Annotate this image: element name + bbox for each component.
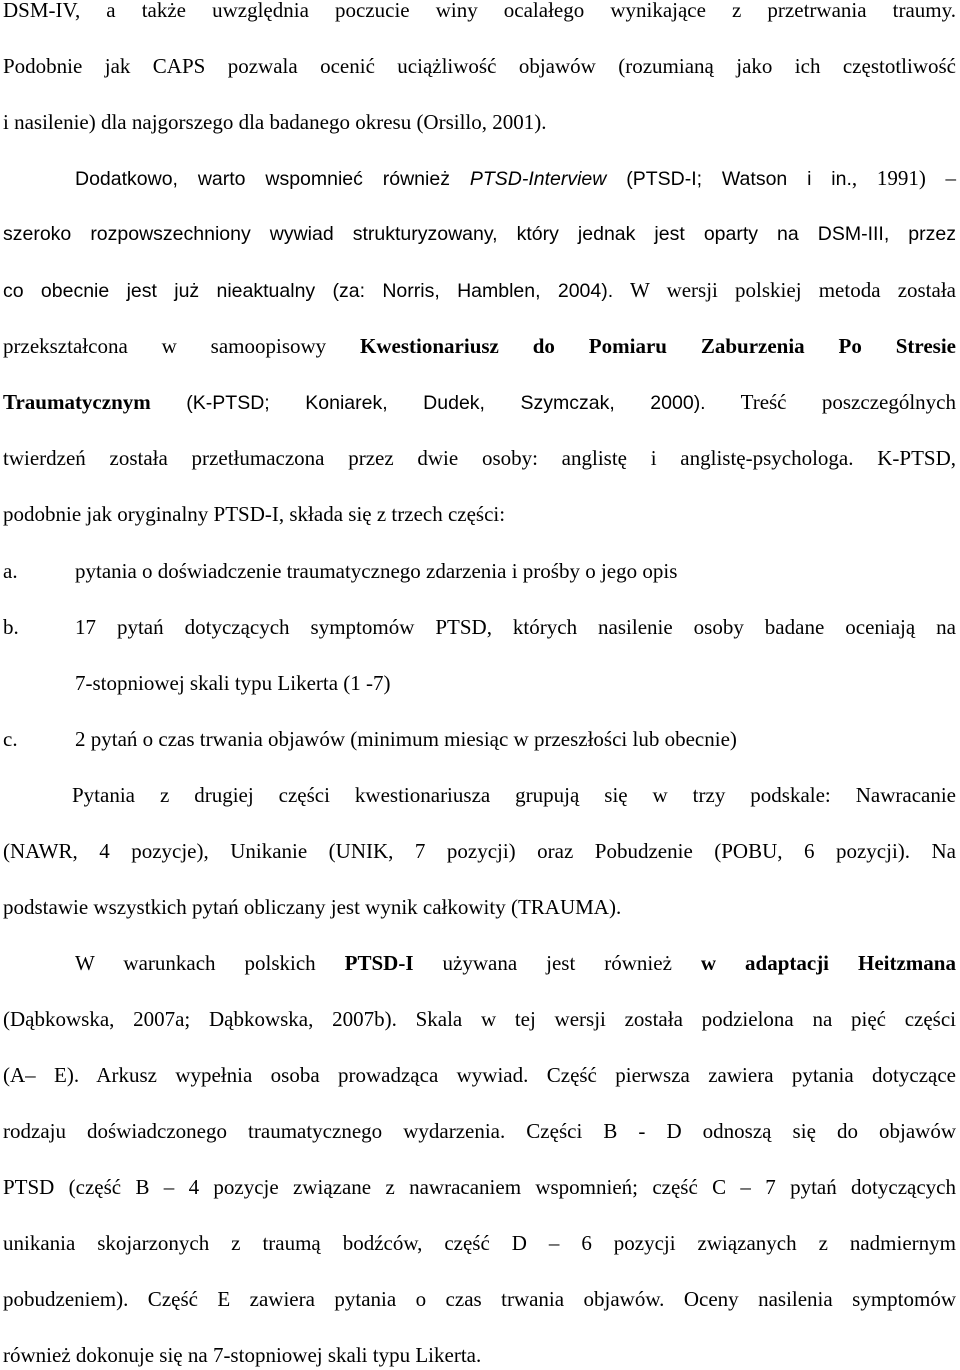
- paragraph-line: podobnie jak oryginalny PTSD-I, składa się z trzech części:: [3, 502, 506, 526]
- ptsd-i-bold: PTSD-I: [344, 951, 414, 975]
- paragraph-line: podstawie wszystkich pytań obliczany jest wynik całkowity (TRAUMA).: [3, 895, 622, 919]
- paragraph-line: twierdzeń została przetłumaczona przez dwie osoby: anglistę i anglistę-psychologa. K-PTSD,: [3, 446, 956, 470]
- paragraph-line: Pytania z drugiej części kwestionariusza grupują się w trzy podskale: Nawracanie: [72, 783, 956, 807]
- paragraph-line: i nasilenie) dla najgorszego dla badanego okresu (Orsillo, 2001).: [3, 110, 547, 134]
- list-marker: c.: [3, 727, 18, 751]
- k-ptsd-title: Kwestionariusz do Pomiaru Zaburzenia Po Stresie: [360, 334, 956, 358]
- list-marker: b.: [3, 615, 19, 639]
- paragraph-line: Traumatycznym (K-PTSD; Koniarek, Dudek, Szymczak, 2000). Treść poszczególnych: [3, 390, 956, 414]
- paragraph-line: również dokonuje się na 7-stopniowej skali typu Likerta.: [3, 1343, 482, 1367]
- paragraph-line: Dodatkowo, warto wspomnieć również PTSD-Interview (PTSD-I; Watson i in., 1991) –: [75, 166, 957, 190]
- list-item: c. 2 pytań o czas trwania objawów (minimum miesiąc w przeszłości lub obecnie): [3, 727, 737, 751]
- list-marker: a.: [3, 559, 18, 583]
- paragraph-line: PTSD (część B – 4 pozycje związane z nawracaniem wspomnień; część C – 7 pytań dotyczących: [3, 1175, 956, 1199]
- paragraph-line: DSM-IV, a także uwzględnia poczucie winy ocalałego wynikające z przetrwania traumy.: [3, 0, 956, 22]
- list-item-continuation: 7-stopniowej skali typu Likerta (1 -7): [75, 671, 391, 695]
- paragraph-line: (Dąbkowska, 2007a; Dąbkowska, 2007b). Skala w tej wersji została podzielona na pięć części: [3, 1007, 956, 1031]
- list-item: a. pytania o doświadczenie traumatycznego zdarzenia i prośby o jego opis: [3, 559, 678, 583]
- paragraph-line: W warunkach polskich PTSD-I używana jest również w adaptacji Heitzmana: [75, 951, 956, 975]
- paragraph-line: (NAWR, 4 pozycje), Unikanie (UNIK, 7 pozycji) oraz Pobudzenie (POBU, 6 pozycji). Na: [3, 839, 956, 863]
- paragraph-line: szeroko rozpowszechniony wywiad strukturyzowany, który jednak jest oparty na DSM-III, przez: [3, 223, 956, 245]
- paragraph-line: rodzaju doświadczonego traumatycznego wydarzenia. Części B - D odnoszą się do objawów: [3, 1119, 956, 1143]
- paragraph-line: (A– E). Arkusz wypełnia osoba prowadząca wywiad. Część pierwsza zawiera pytania dotyczące: [3, 1063, 956, 1087]
- paragraph-line: przekształcona w samoopisowy Kwestionariusz do Pomiaru Zaburzenia Po Stresie: [3, 334, 956, 358]
- paragraph-line: pobudzeniem). Część E zawiera pytania o czas trwania objawów. Oceny nasilenia symptomów: [3, 1287, 956, 1311]
- paragraph-line: co obecnie jest już nieaktualny (za: Norris, Hamblen, 2004). W wersji polskiej metoda została: [3, 278, 956, 302]
- list-item: b. 17 pytań dotyczących symptomów PTSD, których nasilenie osoby badane oceniają na: [3, 615, 956, 639]
- heitzman-adaptation-bold: w adaptacji Heitzmana: [700, 951, 956, 975]
- ptsd-interview-title: PTSD-Interview: [469, 168, 607, 190]
- paragraph-line: unikania skojarzonych z traumą bodźców, część D – 6 pozycji związanych z nadmiernym: [3, 1231, 956, 1255]
- paragraph-line: Podobnie jak CAPS pozwala ocenić uciążliwość objawów (rozumianą jako ich częstotliwość: [3, 54, 956, 78]
